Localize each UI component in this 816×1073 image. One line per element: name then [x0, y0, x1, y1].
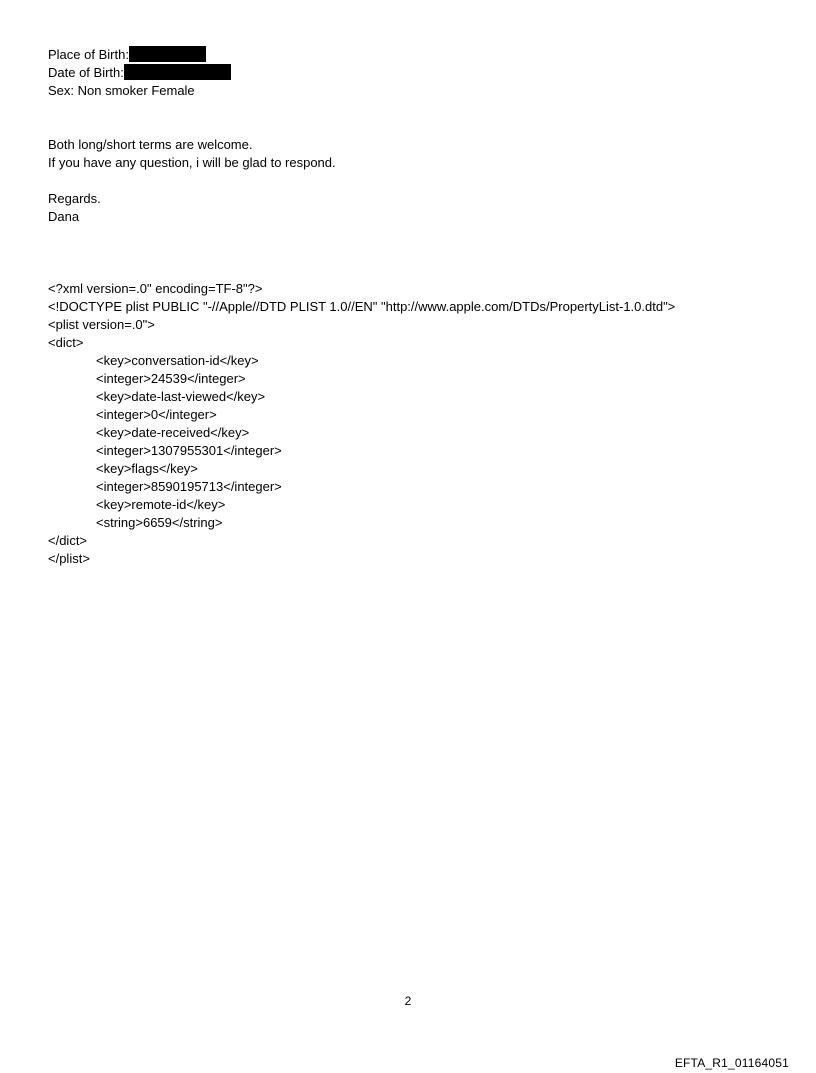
page-number: 2 — [404, 994, 412, 1008]
place-of-birth-line — [48, 46, 788, 64]
plist-entry: <integer>24539</integer> — [96, 371, 246, 386]
place-of-birth-label: Place of Birth: — [48, 47, 129, 62]
sex-line: Sex: Non smoker Female — [48, 83, 195, 98]
plist-entry: <string>6659</string> — [96, 515, 223, 530]
date-of-birth-label: Date of Birth: — [48, 65, 124, 80]
plist-entry: <key>remote-id</key> — [96, 497, 226, 512]
dict-open-tag: <dict> — [48, 335, 84, 350]
message-line: If you have any question, i will be glad to respond. — [48, 155, 336, 170]
plist-entry: <key>flags</key> — [96, 461, 198, 476]
redaction-box — [129, 46, 206, 62]
plist-entry: <integer>8590195713</integer> — [96, 479, 282, 494]
message-line: Both long/short terms are welcome. — [48, 137, 253, 152]
document-body — [48, 46, 788, 568]
doctype-line: <!DOCTYPE plist PUBLIC "-//Apple//DTD PLIST 1.0//EN" "http://www.apple.com/DTDs/PropertyList-1.0.dtd"> — [48, 299, 676, 314]
plist-open-tag: <plist version=.0"> — [48, 317, 155, 332]
plist-entry: <integer>1307955301</integer> — [96, 443, 282, 458]
plist-close-tag: </plist> — [48, 551, 90, 566]
plist-entry: <key>date-received</key> — [96, 425, 250, 440]
dict-close-tag: </dict> — [48, 533, 88, 548]
bates-number: EFTA_R1_01164051 — [674, 1056, 789, 1070]
closing-line: Regards. — [48, 191, 101, 206]
signature-line: Dana — [48, 209, 80, 224]
redaction-box — [124, 64, 231, 80]
date-of-birth-line — [48, 64, 788, 82]
xml-declaration: <?xml version=.0" encoding=TF-8"?> — [48, 281, 263, 296]
plist-entry: <key>date-last-viewed</key> — [96, 389, 266, 404]
plist-entry: <key>conversation-id</key> — [96, 353, 259, 368]
plist-entry: <integer>0</integer> — [96, 407, 217, 422]
